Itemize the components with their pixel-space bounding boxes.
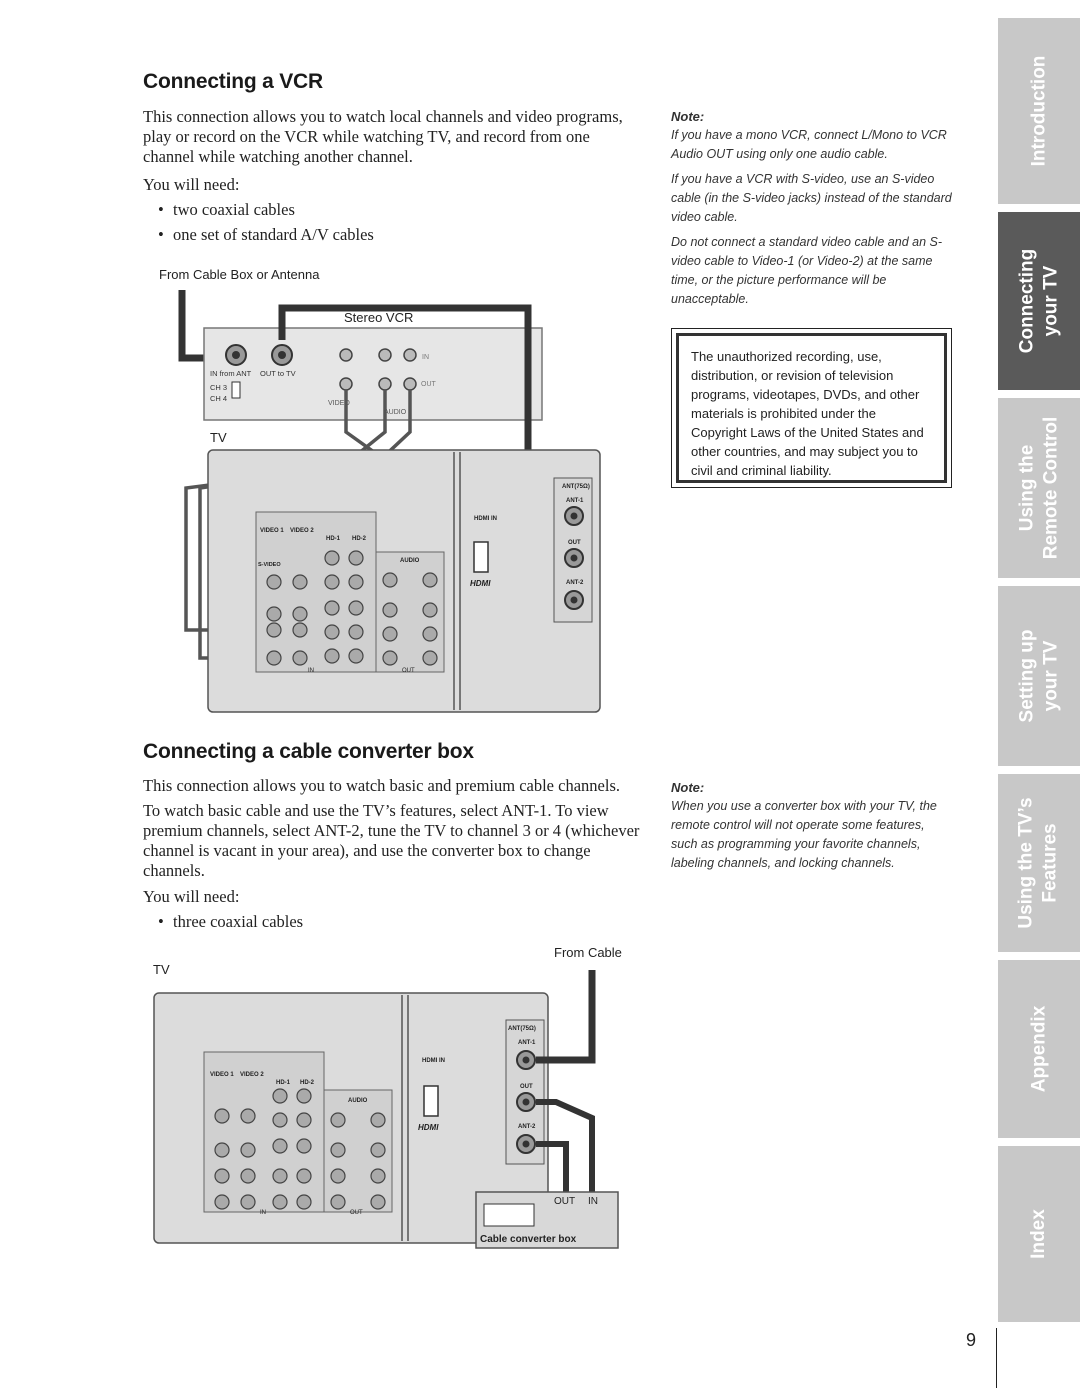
- tv-label: TV: [153, 962, 170, 977]
- svg-text:AUDIO: AUDIO: [384, 409, 407, 416]
- svg-text:ANT-2: ANT-2: [518, 1124, 536, 1130]
- svg-text:VIDEO 1: VIDEO 1: [260, 528, 284, 534]
- converter-body: [143, 776, 643, 937]
- svg-text:S-VIDEO: S-VIDEO: [258, 562, 281, 568]
- page-number: 9: [966, 1330, 977, 1350]
- note-label: Note:: [671, 780, 705, 795]
- note-text: If you have a mono VCR, connect L/Mono to VCR Audio OUT using only one audio cable.: [671, 128, 947, 161]
- vcr-note: [671, 107, 956, 315]
- svg-text:HDMI: HDMI: [470, 579, 491, 588]
- tab-index[interactable]: Index: [998, 1146, 1080, 1322]
- svg-text:VIDEO 2: VIDEO 2: [240, 1072, 264, 1078]
- note-text: Do not connect a standard video cable and an S-video cable to Video-1 (or Video-2) at the same time, or the picture performance will be unacceptable.: [671, 235, 943, 306]
- converter-you-will-need: You will need:: [143, 887, 240, 906]
- vcr-connection-diagram: [140, 262, 610, 718]
- list-item: • two coaxial cables: [158, 200, 295, 219]
- from-cable-label: From Cable: [554, 945, 622, 960]
- copyright-warning-text: The unauthorized recording, use, distribution, or revision of television programs, videotapes, DVDs, and other materials is prohibited under the Copyright Laws of the United States and other countries, and may subject you to civil and criminal liability.: [676, 333, 947, 483]
- vcr-heading: Connecting a VCR: [143, 70, 323, 93]
- svg-text:ANT-1: ANT-1: [566, 498, 584, 504]
- list-item: • one set of standard A/V cables: [158, 225, 374, 244]
- copyright-warning-box: [671, 328, 952, 488]
- svg-text:IN: IN: [308, 668, 314, 674]
- converter-para1: This connection allows you to watch basic and premium cable channels.: [143, 776, 620, 795]
- svg-text:HD-2: HD-2: [352, 536, 367, 542]
- svg-text:OUT: OUT: [421, 381, 436, 388]
- svg-text:OUT: OUT: [402, 668, 415, 674]
- note-label: Note:: [671, 109, 705, 124]
- svg-text:IN: IN: [422, 354, 429, 361]
- converter-heading: Connecting a cable converter box: [143, 740, 474, 763]
- tab-appendix[interactable]: Appendix: [998, 960, 1080, 1138]
- note-text: When you use a converter box with your TV, the remote control will not operate some features, such as programming your favorite channels, labeling channels, and locking channels.: [671, 799, 937, 870]
- tv-label: TV: [210, 430, 227, 445]
- svg-text:HD-2: HD-2: [300, 1080, 315, 1086]
- svg-text:ANT(75Ω): ANT(75Ω): [562, 484, 590, 490]
- svg-text:IN: IN: [588, 1196, 598, 1207]
- svg-text:VIDEO 1: VIDEO 1: [210, 1072, 234, 1078]
- svg-text:OUT: OUT: [350, 1210, 363, 1216]
- vcr-intro: This connection allows you to watch local channels and video programs, play or record on the VCR while watching TV, and record from one channel while watching another channel.: [143, 107, 623, 166]
- svg-text:OUT: OUT: [568, 540, 581, 546]
- svg-text:IN from ANT: IN from ANT: [210, 369, 252, 378]
- tab-setting-up-your-tv[interactable]: Setting up your TV: [998, 586, 1080, 766]
- page-number-divider: [996, 1328, 997, 1388]
- vcr-body: [143, 107, 643, 250]
- svg-text:ANT-2: ANT-2: [566, 580, 584, 586]
- tab-introduction[interactable]: Introduction: [998, 18, 1080, 204]
- svg-text:VIDEO 2: VIDEO 2: [290, 528, 314, 534]
- svg-text:HD-1: HD-1: [326, 536, 341, 542]
- svg-text:OUT: OUT: [520, 1084, 533, 1090]
- vcr-you-will-need: You will need:: [143, 175, 240, 194]
- list-item: • three coaxial cables: [158, 912, 304, 931]
- svg-text:OUT: OUT: [554, 1196, 576, 1207]
- converter-connection-diagram: [150, 940, 636, 1252]
- tab-using-the-tvs-features[interactable]: Using the TV’s Features: [998, 774, 1080, 952]
- vcr-label: Stereo VCR: [344, 310, 414, 325]
- svg-text:CH 3: CH 3: [210, 383, 228, 392]
- converter-note: [671, 778, 951, 879]
- converter-box-label: Cable converter box: [480, 1234, 577, 1245]
- tab-connecting-your-tv[interactable]: Connecting your TV: [998, 212, 1080, 390]
- svg-text:CH 4: CH 4: [210, 394, 228, 403]
- svg-text:VIDEO: VIDEO: [328, 400, 350, 407]
- svg-text:AUDIO: AUDIO: [400, 558, 420, 564]
- svg-text:ANT-1: ANT-1: [518, 1040, 536, 1046]
- svg-text:HDMI: HDMI: [418, 1123, 439, 1132]
- converter-para2: To watch basic cable and use the TV’s features, select ANT-1. To view premium channels, select ANT-2, tune the TV to channel 3 or 4 (whichever channel is vacant in your area), and use the converter box to change channels.: [143, 801, 640, 880]
- svg-text:HD-1: HD-1: [276, 1080, 291, 1086]
- svg-text:HDMI IN: HDMI IN: [422, 1058, 445, 1064]
- svg-text:HDMI IN: HDMI IN: [474, 516, 497, 522]
- from-antenna-label: From Cable Box or Antenna: [159, 267, 320, 282]
- svg-text:ANT(75Ω): ANT(75Ω): [508, 1026, 536, 1032]
- svg-text:OUT to TV: OUT to TV: [260, 369, 296, 378]
- note-text: If you have a VCR with S-video, use an S-video cable (in the S-video jacks) instead of the standard video cable.: [671, 172, 952, 224]
- svg-text:AUDIO: AUDIO: [348, 1098, 368, 1104]
- tab-using-the-remote-control[interactable]: Using the Remote Control: [998, 398, 1080, 578]
- svg-text:IN: IN: [260, 1210, 266, 1216]
